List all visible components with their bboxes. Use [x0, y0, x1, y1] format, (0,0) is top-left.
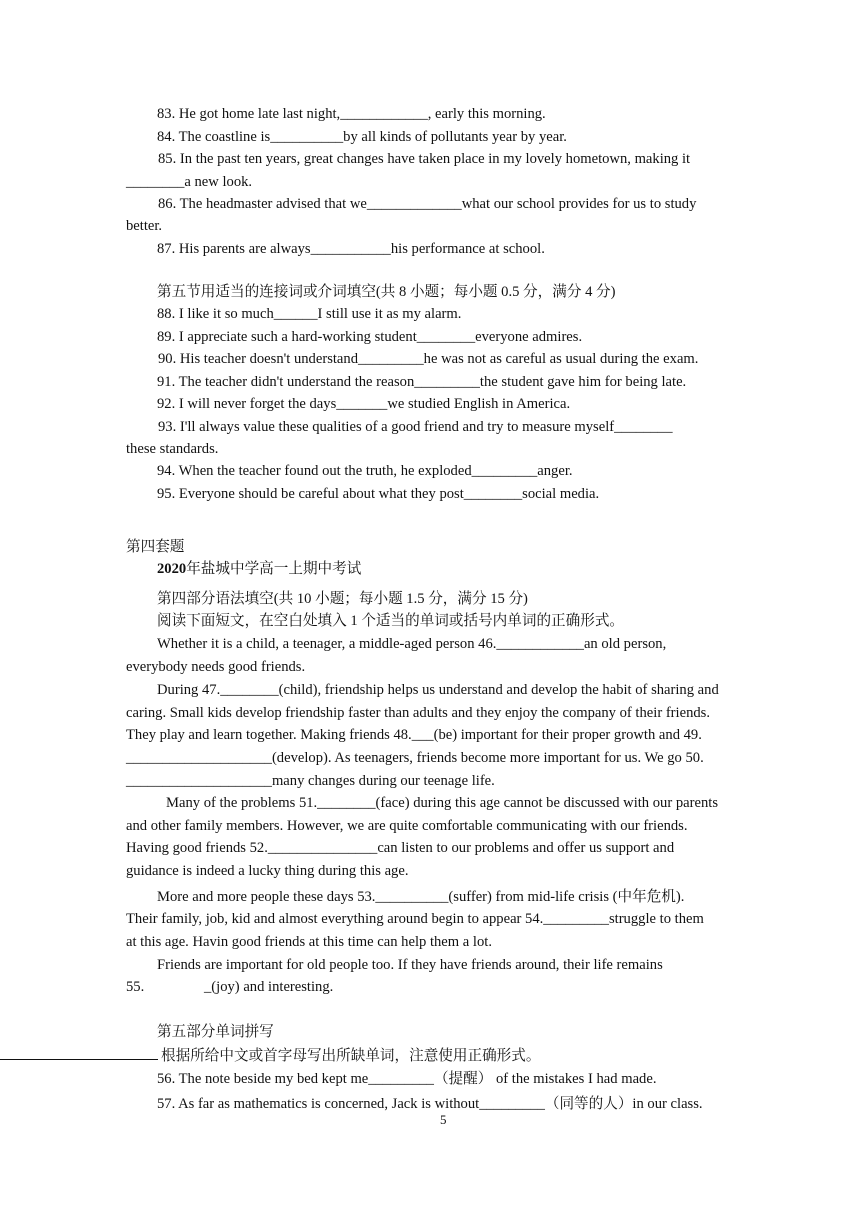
question-86-line2: better.	[126, 218, 163, 234]
question-86-line1: 86. The headmaster advised that we_____________what our school provides for us to study	[158, 196, 697, 212]
question-88: 88. I like it so much______I still use it as my alarm.	[157, 306, 462, 322]
part5-instruction: 根据所给中文或首字母写出所缺单词，注意使用正确形式。	[161, 1048, 541, 1064]
question-83: 83. He got home late last night,____________, early this morning.	[157, 106, 546, 122]
passage-p2-line1: During 47.________(child), friendship helps us understand and develop the habit of sharing and	[157, 682, 719, 698]
passage-p1-line1: Whether it is a child, a teenager, a middle-aged person 46.____________an old person,	[157, 636, 667, 652]
passage-p5-line2: _(joy) and interesting.	[204, 979, 334, 995]
question-92: 92. I will never forget the days_______we studied English in America.	[157, 396, 571, 412]
blank-line	[0, 1059, 158, 1060]
passage-p3-line3: Having good friends 52._______________can listen to our problems and offer us support and	[126, 840, 675, 856]
page-number: 5	[440, 1112, 447, 1127]
question-89: 89. I appreciate such a hard-working student________everyone admires.	[157, 329, 583, 345]
question-57: 57. As far as mathematics is concerned, Jack is without_________（同等的人）in our class.	[157, 1096, 703, 1112]
set-title: 第四套题	[126, 539, 185, 555]
passage-p4-line2: Their family, job, kid and almost everything around begin to appear 54._________struggle to them	[126, 911, 704, 927]
passage-p4-line3: at this age. Havin good friends at this time can help them a lot.	[126, 934, 492, 950]
question-84: 84. The coastline is__________by all kinds of pollutants year by year.	[157, 129, 567, 145]
question-90: 90. His teacher doesn't understand_________he was not as careful as usual during the exam.	[158, 351, 699, 367]
passage-p3-line1: Many of the problems 51.________(face) during this age cannot be discussed with our parents	[166, 795, 718, 811]
question-93-line1: 93. I'll always value these qualities of a good friend and try to measure myself________	[158, 419, 673, 435]
question-87: 87. His parents are always___________his performance at school.	[157, 241, 545, 257]
passage-p2-line2: caring. Small kids develop friendship faster than adults and they enjoy the company of their friends.	[126, 705, 710, 721]
part4-instruction: 阅读下面短文，在空白处填入 1 个适当的单词或括号内单词的正确形式。	[157, 613, 625, 629]
passage-p2-line3: They play and learn together. Making friends 48.___(be) important for their proper growth and 49.	[126, 727, 702, 743]
question-94: 94. When the teacher found out the truth, he exploded_________anger.	[157, 463, 573, 479]
section-heading-conjunctions: 第五节用适当的连接词或介词填空(共 8 小题；每小题 0.5 分，满分 4 分)	[157, 284, 616, 300]
question-56: 56. The note beside my bed kept me_________（提醒） of the mistakes I had made.	[157, 1071, 657, 1087]
part4-heading: 第四部分语法填空(共 10 小题；每小题 1.5 分，满分 15 分)	[157, 591, 528, 607]
exam-year: 2020	[157, 561, 187, 577]
passage-p2-line4: ____________________(develop). As teenagers, friends become more important for us. We go 50.	[126, 750, 704, 766]
exam-title	[157, 560, 361, 578]
passage-p4-line1: More and more people these days 53.__________(suffer) from mid-life crisis (中年危机).	[157, 889, 685, 905]
passage-p3-line4: guidance is indeed a lucky thing during this age.	[126, 863, 409, 879]
exam-name: 年盐城中学高一上期中考试	[186, 561, 362, 577]
part5-heading: 第五部分单词拼写	[157, 1024, 274, 1040]
passage-p5-number: 55.	[126, 979, 145, 995]
passage-p3-line2: and other family members. However, we are quite comfortable communicating with our friends.	[126, 818, 688, 834]
passage-p5-line1: Friends are important for old people too. If they have friends around, their life remains	[157, 957, 663, 973]
passage-p2-line5: ____________________many changes during our teenage life.	[126, 773, 495, 789]
question-95: 95. Everyone should be careful about what they post________social media.	[157, 486, 600, 502]
question-85-line2: ________a new look.	[126, 174, 253, 190]
question-93-line2: these standards.	[126, 441, 219, 457]
question-85-line1: 85. In the past ten years, great changes have taken place in my lovely hometown, making it	[158, 151, 691, 167]
passage-p1-line2: everybody needs good friends.	[126, 659, 306, 675]
question-91: 91. The teacher didn't understand the reason_________the student gave him for being late.	[157, 374, 687, 390]
